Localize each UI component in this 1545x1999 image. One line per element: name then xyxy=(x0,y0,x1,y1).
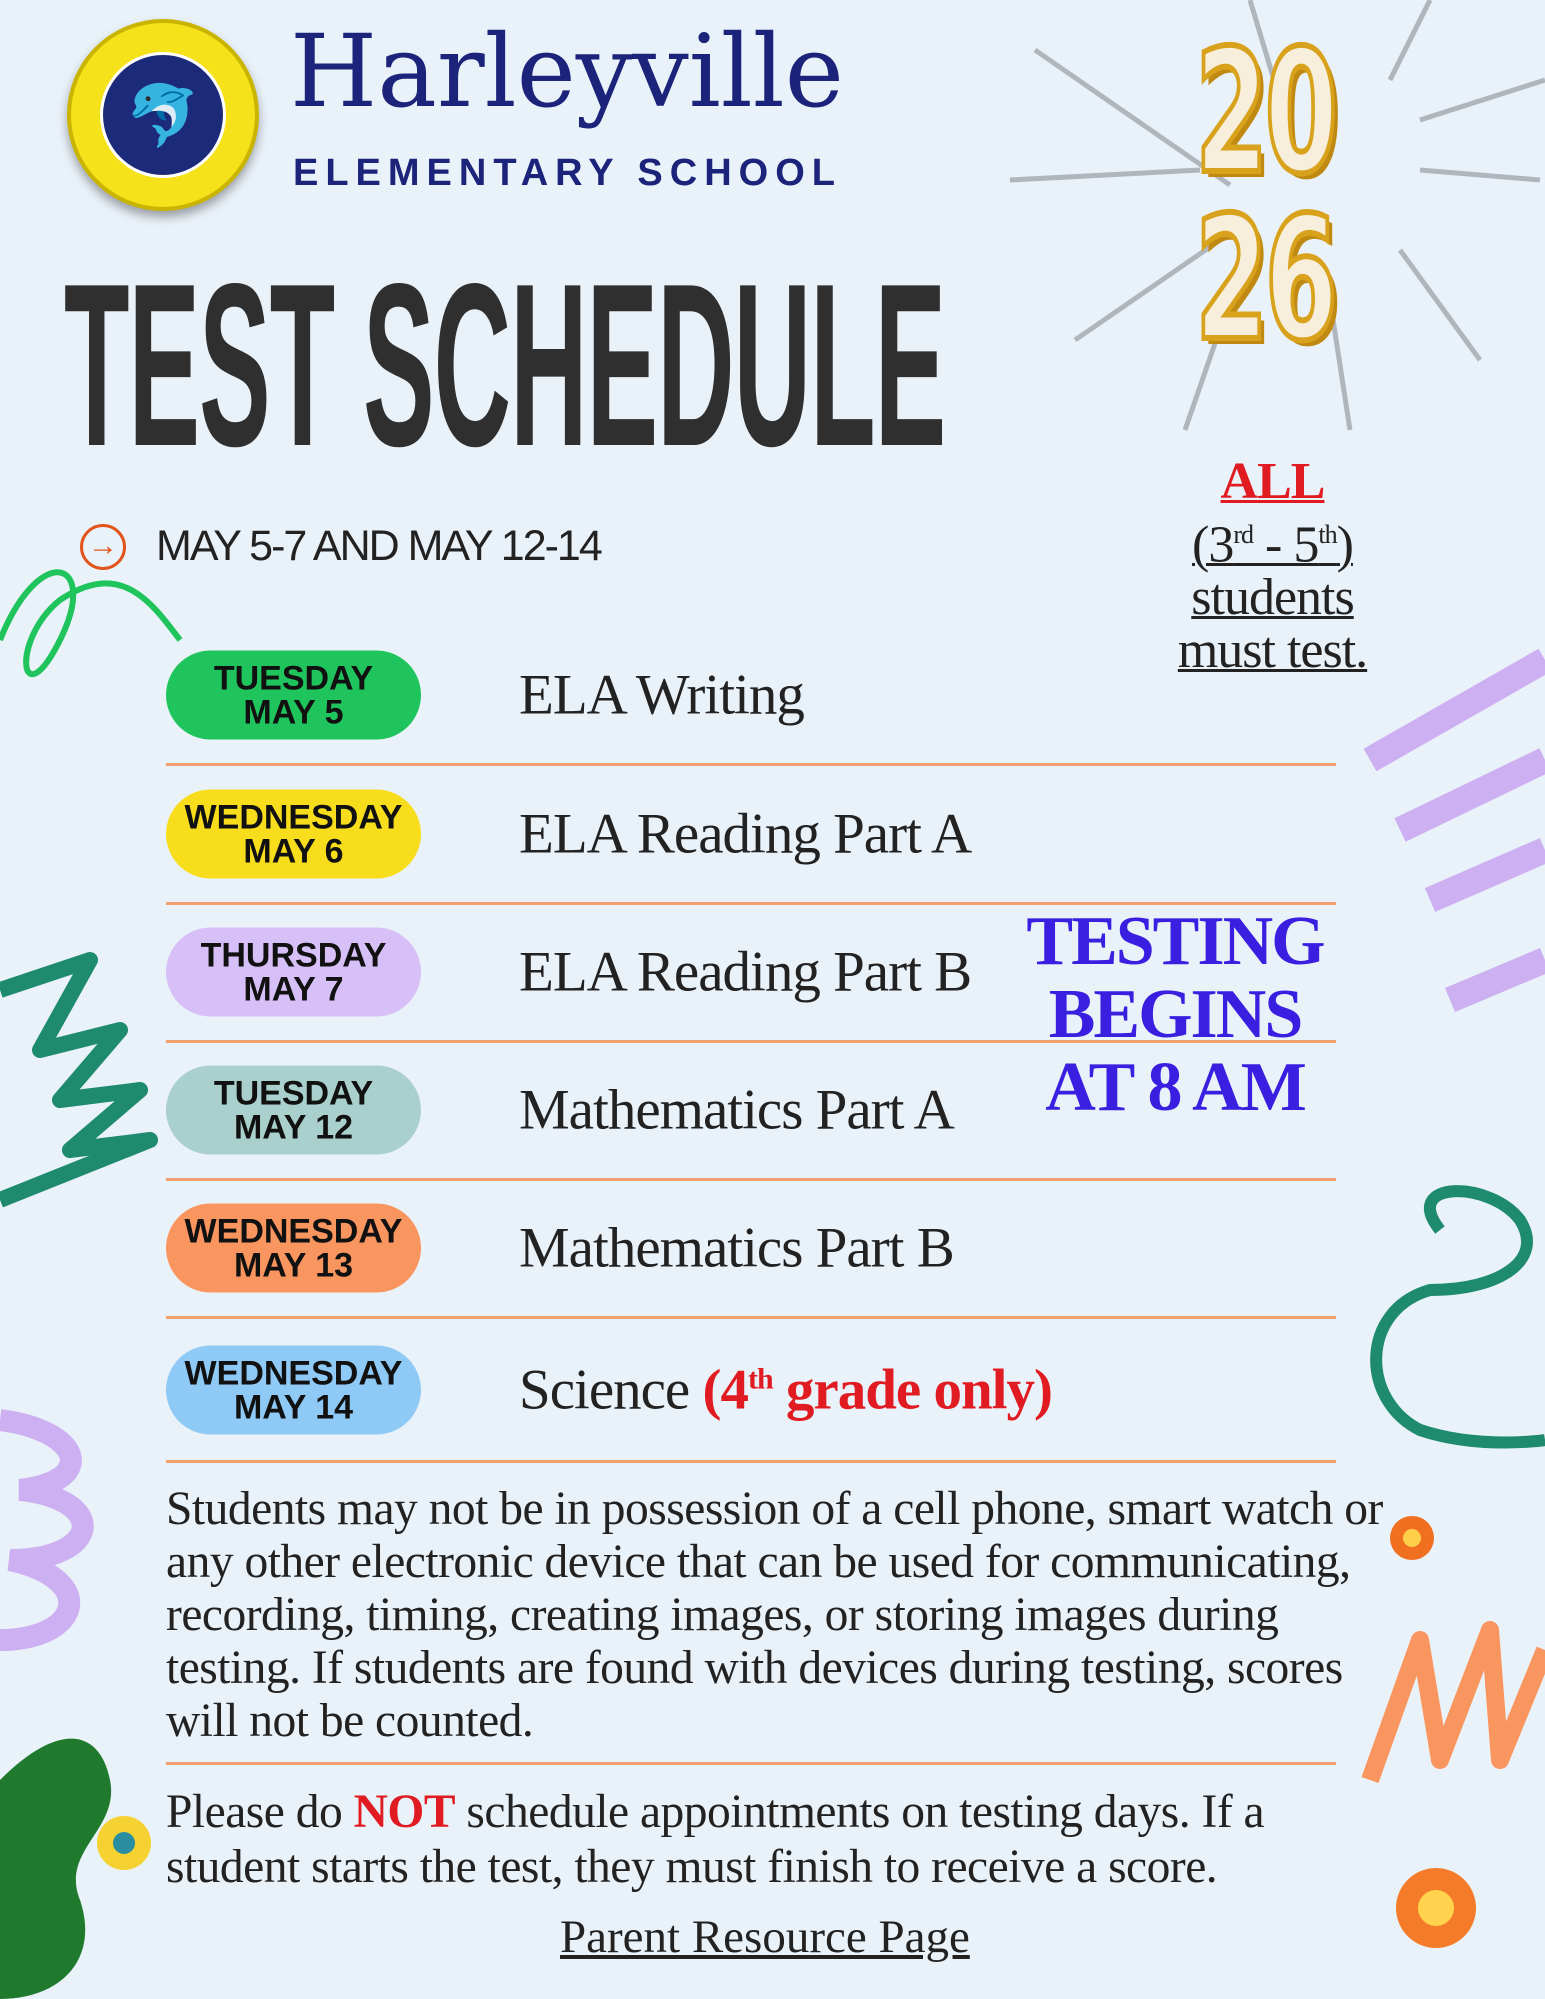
parent-resource-link[interactable]: Parent Resource Page xyxy=(560,1911,970,1963)
schedule-row xyxy=(166,1320,1336,1463)
date-pill: TUESDAY MAY 12 xyxy=(166,1066,421,1155)
test-subject: Mathematics Part B xyxy=(519,1216,954,1280)
flower-icon xyxy=(1396,1868,1476,1948)
test-subject: ELA Reading Part B xyxy=(519,940,972,1004)
schedule-row xyxy=(166,766,1336,905)
date-range: MAY 5-7 AND MAY 12-14 xyxy=(156,522,601,570)
date-pill: TUESDAY MAY 5 xyxy=(166,651,421,740)
date-pill: THURSDAY MAY 7 xyxy=(166,928,421,1017)
testing-begins-notice: TESTING BEGINS AT 8 AM xyxy=(1026,903,1324,1126)
lavender-scribble-icon xyxy=(0,1420,83,1640)
green-blob-icon xyxy=(0,1739,111,1999)
schedule-row xyxy=(166,1180,1336,1319)
test-subject: Science (4th grade only) xyxy=(519,1358,1052,1422)
appointments-notice: Please do NOT schedule appointments on testing days. If a student starts the test, they must finish to receive a score. xyxy=(166,1786,1265,1893)
teal-loop-icon xyxy=(1376,1191,1545,1442)
flower-icon xyxy=(97,1816,151,1870)
school-subtitle: ELEMENTARY SCHOOL xyxy=(293,152,842,194)
teal-zigzag-icon xyxy=(0,960,150,1200)
test-subject: ELA Writing xyxy=(519,663,804,727)
all-students-notice: ALL (3rd - 5th) students must test. xyxy=(1177,453,1368,680)
grade-note: (4th grade only) xyxy=(702,1358,1052,1422)
year-graphic: 20 26 xyxy=(1195,14,1335,379)
divider xyxy=(166,1762,1336,1765)
schedule-row xyxy=(166,627,1336,766)
date-pill: WEDNESDAY MAY 13 xyxy=(166,1204,421,1293)
device-policy: Students may not be in possession of a cell phone, smart watch or any other electronic device that can be used for communicating, recording, timing, creating images, or storing images during testing. If students are found with devices during testing, scores will not be counted. xyxy=(166,1483,1383,1747)
test-subject: Mathematics Part A xyxy=(519,1078,954,1142)
arrow-right-icon: → xyxy=(80,524,126,570)
lavender-strokes-icon xyxy=(1370,660,1545,1000)
test-subject: ELA Reading Part A xyxy=(519,802,972,866)
page-title: TEST SCHEDULE xyxy=(64,236,946,495)
dolphin-icon: 🐬 xyxy=(100,52,226,178)
date-pill: WEDNESDAY MAY 6 xyxy=(166,790,421,879)
school-logo xyxy=(67,19,259,211)
school-name: Harleyville xyxy=(290,13,844,130)
green-squiggle-icon xyxy=(0,572,180,674)
date-pill: WEDNESDAY MAY 14 xyxy=(166,1346,421,1435)
